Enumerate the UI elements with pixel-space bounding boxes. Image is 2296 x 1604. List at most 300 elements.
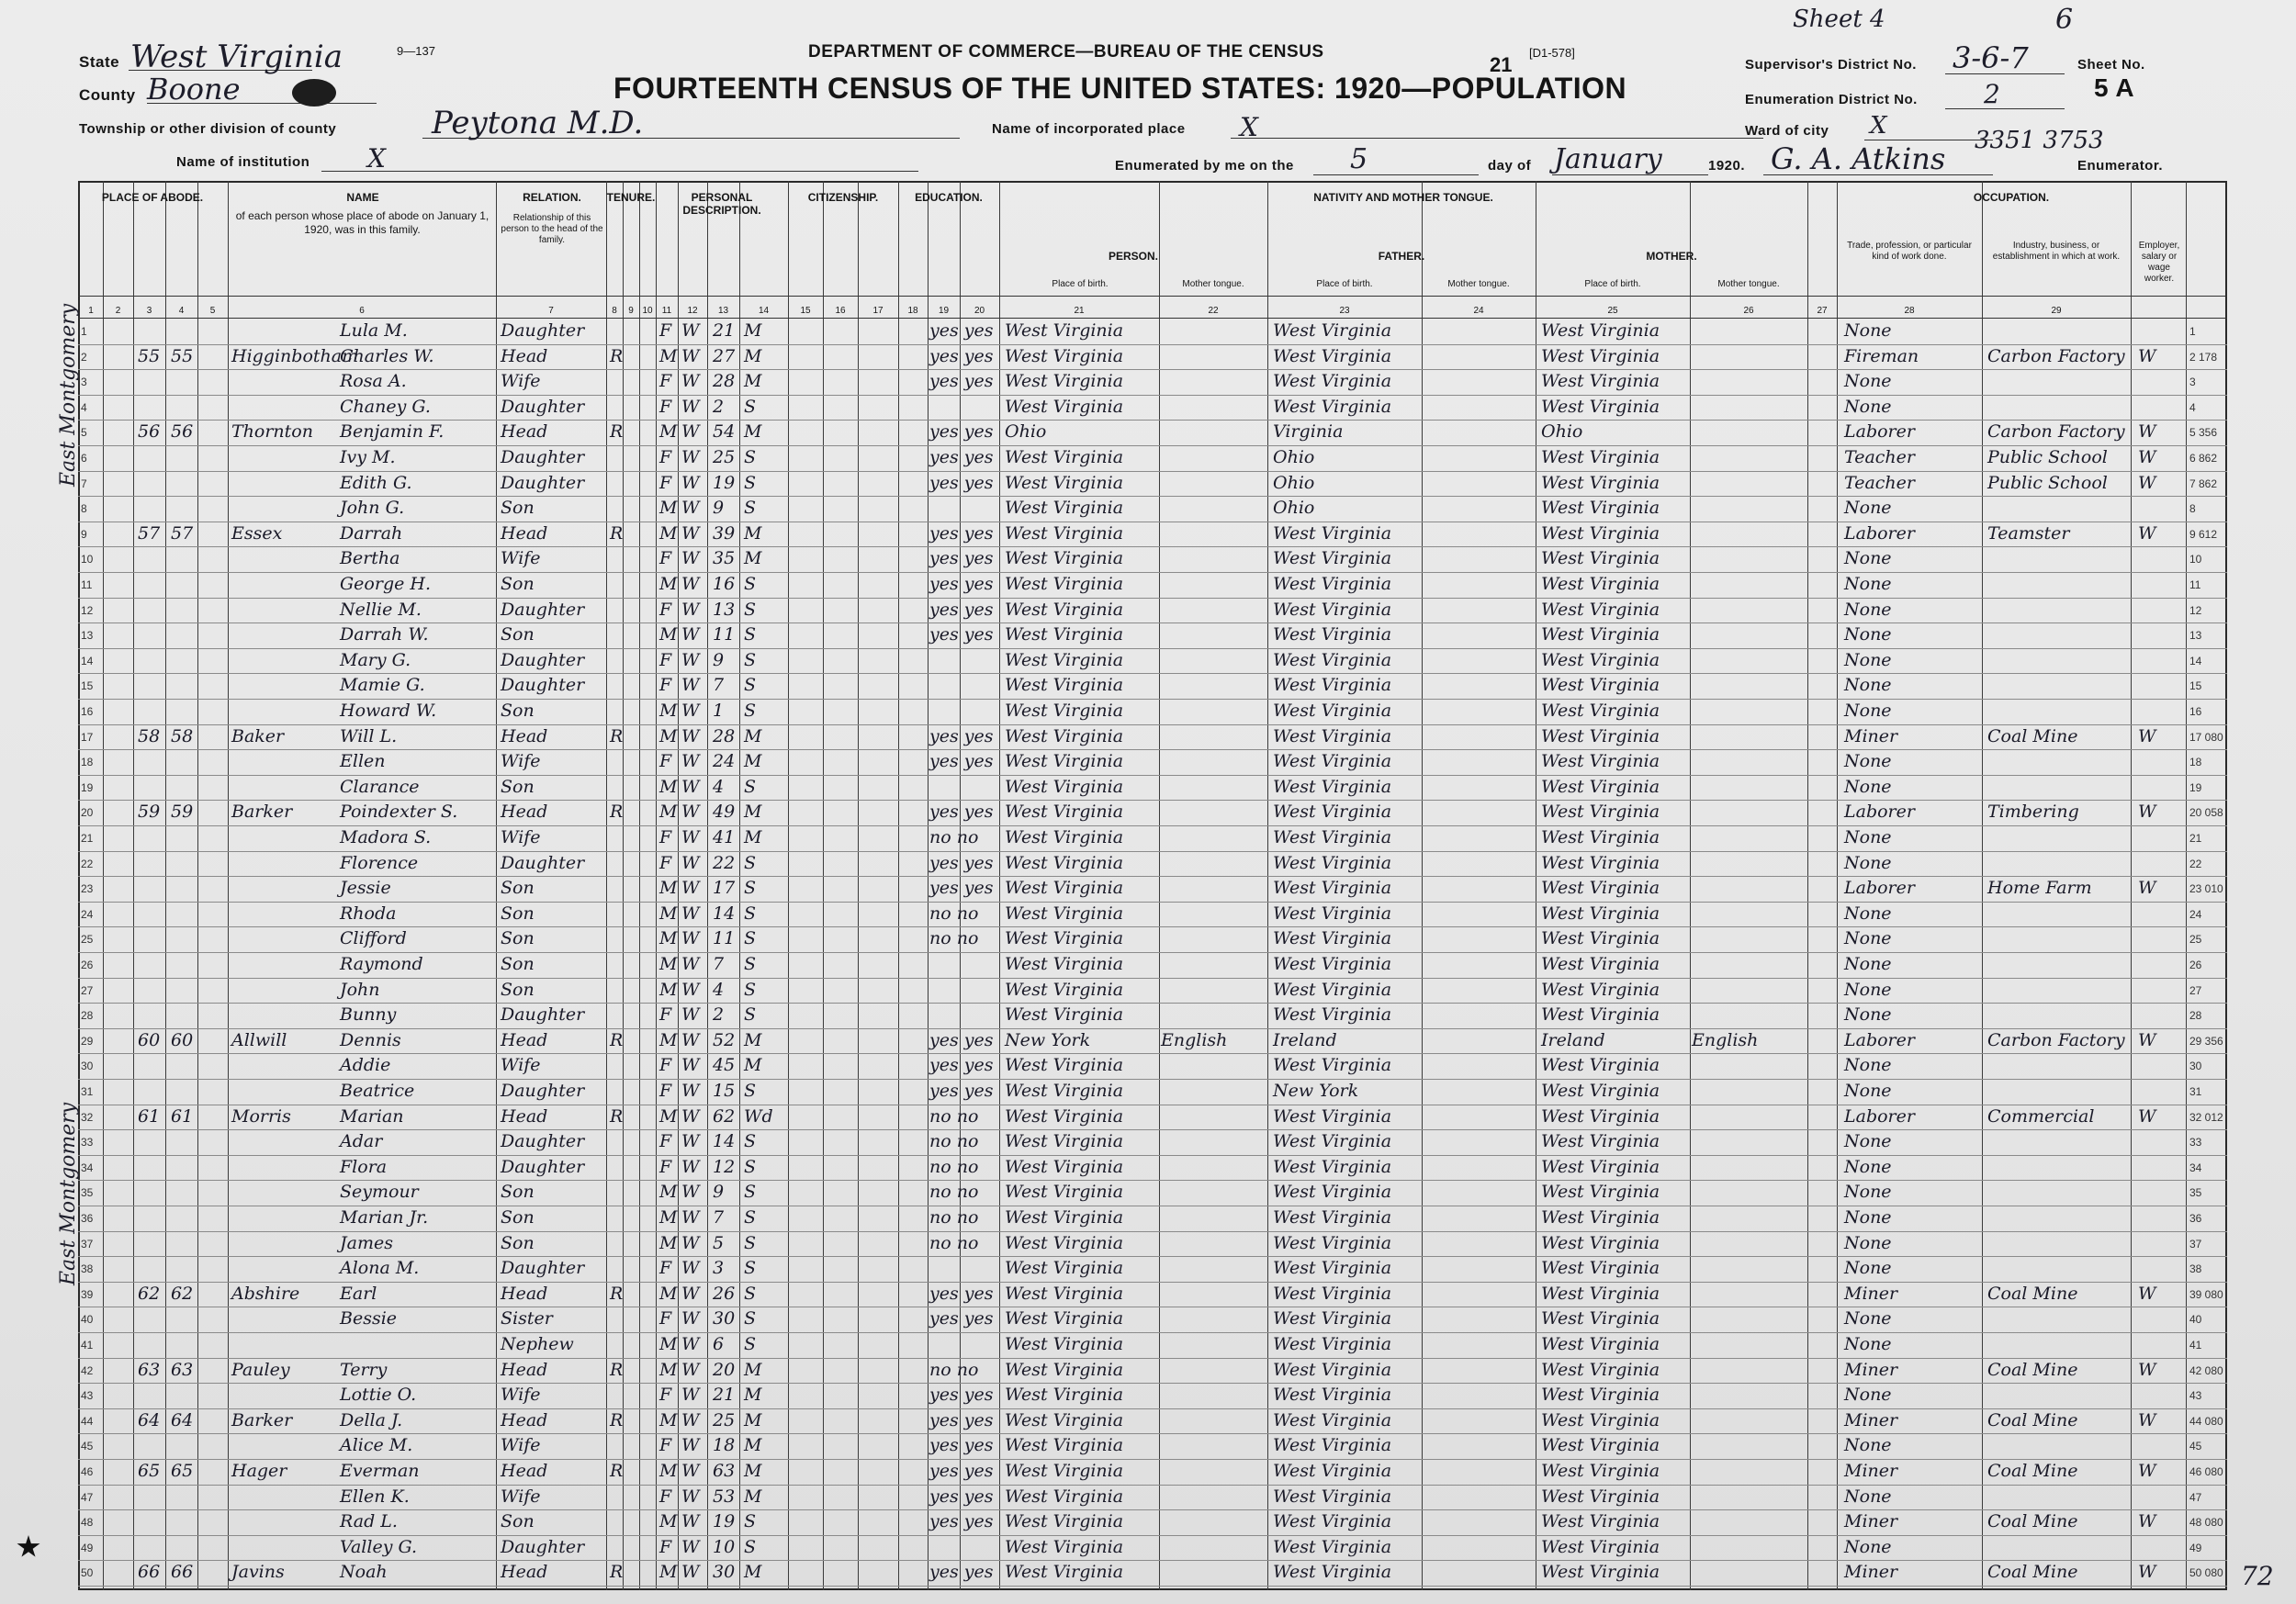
- row-r: 22: [2189, 857, 2202, 870]
- row-sex: F: [659, 649, 672, 670]
- row-race: W: [681, 1105, 700, 1127]
- row-fpob: West Virginia: [1273, 345, 1392, 366]
- row-occ: None: [1844, 396, 1892, 417]
- row-ed: yes yes: [929, 472, 994, 493]
- row-sur: Baker: [231, 725, 285, 746]
- row-sex: M: [659, 345, 678, 366]
- row-mpob: West Virginia: [1541, 954, 1660, 974]
- department-title: DEPARTMENT OF COMMERCE—BUREAU OF THE CENSUS: [808, 42, 1324, 62]
- row-rel: Son: [501, 498, 535, 519]
- row-given: Clifford: [340, 928, 407, 949]
- row-race: W: [681, 522, 700, 544]
- table-row: [78, 546, 2227, 573]
- row-cls: W: [2138, 802, 2156, 823]
- row-race: W: [681, 1004, 700, 1026]
- row-pob: West Virginia: [1005, 701, 1124, 721]
- row-fpob: West Virginia: [1273, 776, 1392, 797]
- row-ms: M: [744, 827, 762, 847]
- row-sex: M: [659, 1511, 678, 1532]
- row-sex: F: [659, 1004, 672, 1026]
- row-occ: None: [1844, 1004, 1892, 1026]
- row-n: 22: [81, 857, 94, 870]
- row-dw: 61: [138, 1105, 161, 1127]
- row-given: Bertha: [340, 548, 400, 569]
- row-occ: Miner: [1844, 1562, 1898, 1583]
- row-n: 29: [81, 1034, 94, 1048]
- row-given: Edith G.: [340, 472, 412, 493]
- row-sur: Barker: [231, 802, 293, 823]
- row-given: Valley G.: [340, 1536, 418, 1557]
- sheet-value: 5 A: [2094, 73, 2135, 102]
- row-mpob: Ireland: [1541, 1029, 1605, 1050]
- row-sex: F: [659, 1536, 672, 1557]
- row-ed: yes yes: [929, 878, 994, 899]
- row-n: 3: [81, 376, 87, 389]
- row-age: 54: [713, 421, 736, 443]
- employer-header: Employer, salary or wage worker.: [2138, 241, 2180, 284]
- row-given: Darrah W.: [340, 624, 429, 645]
- column-number: 15: [800, 306, 811, 316]
- row-sex: F: [659, 371, 672, 392]
- row-age: 9: [713, 1182, 725, 1203]
- row-pob: West Virginia: [1005, 903, 1124, 924]
- table-row: [78, 1560, 2227, 1587]
- row-pob: West Virginia: [1005, 1486, 1124, 1507]
- row-race: W: [681, 928, 700, 949]
- row-r: 11: [2189, 578, 2201, 591]
- row-rel: Wife: [501, 1435, 541, 1456]
- row-pob: West Virginia: [1005, 522, 1124, 544]
- row-age: 14: [713, 903, 736, 924]
- column-number: 10: [642, 306, 653, 316]
- row-rel: Head: [501, 802, 548, 823]
- row-ten: R: [610, 345, 624, 366]
- row-sex: F: [659, 447, 672, 467]
- row-n: 20: [81, 806, 94, 820]
- row-ind: Timbering: [1987, 802, 2079, 823]
- sheet-note: Sheet 4: [1793, 6, 1885, 33]
- row-race: W: [681, 1055, 700, 1076]
- row-age: 2: [713, 1004, 725, 1026]
- row-rel: Daughter: [501, 472, 585, 493]
- table-row: [78, 902, 2227, 928]
- row-fam: 65: [171, 1461, 194, 1481]
- row-race: W: [681, 1029, 700, 1050]
- row-age: 27: [713, 345, 736, 366]
- group-nativity: NATIVITY AND MOTHER TONGUE.: [1313, 191, 1493, 204]
- row-sur: Abshire: [231, 1283, 300, 1304]
- row-n: 35: [81, 1186, 94, 1200]
- row-ed: yes yes: [929, 1308, 994, 1329]
- row-sex: M: [659, 1334, 678, 1354]
- row-r: 27: [2189, 983, 2202, 997]
- row-occ: None: [1844, 1081, 1892, 1101]
- row-sex: F: [659, 1486, 672, 1507]
- row-rel: Daughter: [501, 1156, 585, 1177]
- row-fpob: West Virginia: [1273, 1536, 1392, 1557]
- row-race: W: [681, 1081, 700, 1101]
- sheet-label: Sheet No.: [2077, 57, 2145, 73]
- row-fpob: West Virginia: [1273, 725, 1392, 746]
- row-age: 16: [713, 574, 736, 594]
- row-mpob: West Virginia: [1541, 1435, 1660, 1456]
- row-ms: S: [744, 599, 757, 620]
- row-ten: R: [610, 421, 624, 443]
- enumerated-day: 5: [1350, 143, 1368, 175]
- column-number: 12: [687, 306, 698, 316]
- row-age: 53: [713, 1486, 736, 1507]
- row-rel: Head: [501, 345, 548, 366]
- row-r: 5 356: [2189, 426, 2218, 440]
- row-r: 13: [2189, 629, 2202, 643]
- row-ed: yes yes: [929, 1562, 994, 1583]
- row-mpob: West Virginia: [1541, 1258, 1660, 1279]
- row-r: 9 612: [2189, 527, 2218, 541]
- row-cls: W: [2138, 1511, 2156, 1532]
- row-fpob: Ohio: [1273, 472, 1315, 493]
- row-fam: 60: [171, 1029, 194, 1050]
- row-sex: M: [659, 574, 678, 594]
- row-r: 47: [2189, 1490, 2202, 1504]
- column-number: 11: [661, 306, 672, 316]
- row-race: W: [681, 878, 700, 899]
- row-n: 34: [81, 1161, 94, 1174]
- row-rel: Wife: [501, 1385, 541, 1406]
- row-ind: Coal Mine: [1987, 1283, 2078, 1304]
- row-fam: 59: [171, 802, 194, 823]
- corner-number: 6: [2055, 4, 2074, 36]
- row-race: W: [681, 1536, 700, 1557]
- row-pob: West Virginia: [1005, 776, 1124, 797]
- row-given: Howard W.: [340, 701, 437, 721]
- row-n: 18: [81, 756, 94, 769]
- row-occ: Teacher: [1844, 447, 1915, 467]
- table-row: [78, 1206, 2227, 1232]
- row-age: 7: [713, 954, 725, 974]
- table-row: [78, 1433, 2227, 1460]
- row-ms: M: [744, 1029, 762, 1050]
- row-rel: Son: [501, 776, 535, 797]
- row-given: Madora S.: [340, 827, 432, 847]
- table-row: [78, 1282, 2227, 1308]
- row-given: Addie: [340, 1055, 391, 1076]
- row-race: W: [681, 1435, 700, 1456]
- row-sur: Javins: [231, 1562, 285, 1583]
- row-sex: M: [659, 624, 678, 645]
- row-rel: Daughter: [501, 320, 585, 341]
- row-given: Marian Jr.: [340, 1207, 429, 1228]
- row-mpob: West Virginia: [1541, 574, 1660, 594]
- row-n: 11: [81, 578, 93, 591]
- footer-number: 72: [2241, 1561, 2274, 1591]
- row-pob: Ohio: [1005, 421, 1047, 443]
- row-given: Rad L.: [340, 1511, 398, 1532]
- row-pob: West Virginia: [1005, 649, 1124, 670]
- row-n: 42: [81, 1363, 94, 1377]
- row-fpob: West Virginia: [1273, 396, 1392, 417]
- row-rel: Daughter: [501, 649, 585, 670]
- row-ten: R: [610, 725, 624, 746]
- county-value: Boone: [147, 72, 241, 107]
- row-fpob: West Virginia: [1273, 979, 1392, 1000]
- row-given: James: [340, 1232, 393, 1253]
- row-age: 20: [713, 1359, 736, 1380]
- row-fpob: West Virginia: [1273, 548, 1392, 569]
- row-occ: None: [1844, 574, 1892, 594]
- row-ed: yes yes: [929, 1511, 994, 1532]
- row-pob: West Virginia: [1005, 928, 1124, 949]
- row-fpob: West Virginia: [1273, 1486, 1392, 1507]
- row-occ: None: [1844, 1258, 1892, 1279]
- group-tenure: TENURE.: [606, 191, 656, 204]
- row-ten: R: [610, 802, 624, 823]
- row-sex: F: [659, 1081, 672, 1101]
- row-ms: S: [744, 954, 757, 974]
- row-ms: S: [744, 1258, 757, 1279]
- row-age: 26: [713, 1283, 736, 1304]
- row-ms: M: [744, 1461, 762, 1481]
- margin-note-east-montgomery: East Montgomery: [57, 303, 80, 487]
- row-fpob: West Virginia: [1273, 1258, 1392, 1279]
- row-rel: Head: [501, 725, 548, 746]
- row-cls: W: [2138, 447, 2156, 467]
- group-relation: RELATION.: [523, 191, 581, 204]
- row-sex: F: [659, 396, 672, 417]
- row-n: 33: [81, 1136, 94, 1150]
- table-row: [78, 1053, 2227, 1080]
- row-occ: None: [1844, 954, 1892, 974]
- row-sex: M: [659, 1232, 678, 1253]
- row-sex: M: [659, 903, 678, 924]
- row-sex: F: [659, 1308, 672, 1329]
- row-given: John: [340, 979, 380, 1000]
- row-r: 20 058: [2189, 806, 2223, 820]
- row-dw: 55: [138, 345, 161, 366]
- row-occ: Miner: [1844, 1461, 1898, 1481]
- row-pob: West Virginia: [1005, 345, 1124, 366]
- row-ind: Carbon Factory: [1987, 421, 2125, 443]
- table-row: [78, 572, 2227, 599]
- row-n: 32: [81, 1110, 94, 1124]
- row-n: 17: [81, 730, 94, 744]
- row-mpob: West Virginia: [1541, 701, 1660, 721]
- row-ind: Coal Mine: [1987, 1359, 2078, 1380]
- row-race: W: [681, 320, 700, 341]
- row-given: Everman: [340, 1461, 420, 1481]
- row-r: 28: [2189, 1009, 2202, 1023]
- row-mpob: Ohio: [1541, 421, 1583, 443]
- row-rel: Son: [501, 1182, 535, 1203]
- row-given: Marian: [340, 1105, 404, 1127]
- row-dw: 59: [138, 802, 161, 823]
- row-occ: None: [1844, 1334, 1892, 1354]
- row-pob: West Virginia: [1005, 1334, 1124, 1354]
- table-row: [78, 926, 2227, 953]
- row-r: 4: [2189, 400, 2196, 414]
- row-cls: W: [2138, 345, 2156, 366]
- row-ed: no no: [929, 1232, 979, 1253]
- column-number: 16: [835, 306, 846, 316]
- enumerated-year: 1920.: [1708, 158, 1746, 174]
- table-row: [78, 1256, 2227, 1283]
- row-fpob: West Virginia: [1273, 1435, 1392, 1456]
- row-dw: 56: [138, 421, 161, 443]
- row-rel: Head: [501, 1105, 548, 1127]
- table-row: [78, 1535, 2227, 1562]
- row-race: W: [681, 1156, 700, 1177]
- father-pob-header: Place of birth.: [1316, 279, 1373, 289]
- row-given: Rhoda: [340, 903, 397, 924]
- row-rel: Son: [501, 979, 535, 1000]
- row-n: 16: [81, 705, 94, 718]
- row-ind: Coal Mine: [1987, 725, 2078, 746]
- row-occ: None: [1844, 928, 1892, 949]
- row-ms: S: [744, 928, 757, 949]
- row-sex: M: [659, 776, 678, 797]
- column-number: 20: [974, 306, 985, 316]
- row-ms: M: [744, 725, 762, 746]
- row-cls: W: [2138, 1562, 2156, 1583]
- row-ed: yes yes: [929, 320, 994, 341]
- row-ms: S: [744, 1511, 757, 1532]
- row-sex: F: [659, 827, 672, 847]
- table-row: [78, 369, 2227, 396]
- row-occ: Teacher: [1844, 472, 1915, 493]
- row-given: Benjamin F.: [340, 421, 445, 443]
- table-row: [78, 1105, 2227, 1131]
- row-fpob: Virginia: [1273, 421, 1344, 443]
- row-fam: 55: [171, 345, 194, 366]
- row-occ: None: [1844, 320, 1892, 341]
- row-occ: None: [1844, 1435, 1892, 1456]
- ward-value: X: [1870, 112, 1887, 140]
- row-ms: M: [744, 345, 762, 366]
- row-ms: S: [744, 1081, 757, 1101]
- row-n: 28: [81, 1009, 94, 1023]
- row-ftong: English: [1161, 1029, 1228, 1050]
- row-rel: Wife: [501, 827, 541, 847]
- row-r: 2 178: [2189, 350, 2218, 364]
- row-occ: None: [1844, 751, 1892, 772]
- table-row: [78, 1307, 2227, 1333]
- row-ed: no no: [929, 1182, 979, 1203]
- row-race: W: [681, 954, 700, 974]
- table-row: [78, 395, 2227, 421]
- row-ms: Wd: [744, 1105, 773, 1127]
- row-ms: M: [744, 320, 762, 341]
- row-occ: Miner: [1844, 1283, 1898, 1304]
- row-dw: 60: [138, 1029, 161, 1050]
- row-pob: West Virginia: [1005, 1536, 1124, 1557]
- row-n: 21: [81, 832, 94, 845]
- table-row: [78, 1079, 2227, 1105]
- county-label: County: [79, 86, 136, 104]
- table-row: [78, 1485, 2227, 1511]
- row-race: W: [681, 1409, 700, 1430]
- row-fam: 64: [171, 1409, 194, 1430]
- row-given: Bunny: [340, 1004, 397, 1026]
- row-ms: S: [744, 574, 757, 594]
- row-pob: West Virginia: [1005, 1081, 1124, 1101]
- row-n: 27: [81, 983, 94, 997]
- row-n: 24: [81, 907, 94, 921]
- row-occ: None: [1844, 1131, 1892, 1152]
- row-ms: S: [744, 498, 757, 519]
- row-occ: None: [1844, 548, 1892, 569]
- row-ms: S: [744, 1131, 757, 1152]
- row-ten: R: [610, 1409, 624, 1430]
- row-rel: Daughter: [501, 675, 585, 696]
- row-age: 13: [713, 599, 736, 620]
- row-occ: Miner: [1844, 725, 1898, 746]
- row-age: 7: [713, 675, 725, 696]
- row-r: 49: [2189, 1541, 2202, 1554]
- column-number: 7: [548, 306, 554, 316]
- row-sur: Higginbotham: [231, 345, 359, 366]
- row-mtong: English: [1692, 1029, 1759, 1050]
- row-n: 2: [81, 350, 87, 364]
- row-r: 36: [2189, 1212, 2202, 1225]
- table-row: [78, 724, 2227, 751]
- group-citizenship: CITIZENSHIP.: [807, 191, 879, 204]
- row-fpob: West Virginia: [1273, 1131, 1392, 1152]
- row-dw: 58: [138, 725, 161, 746]
- row-ed: yes yes: [929, 802, 994, 823]
- row-age: 25: [713, 1409, 736, 1430]
- row-ed: yes yes: [929, 447, 994, 467]
- column-number: 3: [146, 306, 152, 316]
- row-given: Rosa A.: [340, 371, 407, 392]
- column-number: 5: [209, 306, 216, 316]
- group-person: PERSON.: [1108, 250, 1158, 263]
- row-given: Chaney G.: [340, 396, 431, 417]
- row-n: 44: [81, 1414, 94, 1428]
- row-age: 35: [713, 548, 736, 569]
- row-given: Flora: [340, 1156, 388, 1177]
- row-dw: 65: [138, 1461, 161, 1481]
- row-ed: yes yes: [929, 599, 994, 620]
- row-sex: F: [659, 1258, 672, 1279]
- row-mpob: West Virginia: [1541, 827, 1660, 847]
- row-r: 35: [2189, 1186, 2202, 1200]
- row-mpob: West Virginia: [1541, 1536, 1660, 1557]
- row-pob: West Virginia: [1005, 979, 1124, 1000]
- row-fpob: West Virginia: [1273, 1283, 1392, 1304]
- row-mpob: West Virginia: [1541, 1131, 1660, 1152]
- row-r: 34: [2189, 1161, 2202, 1174]
- row-pob: West Virginia: [1005, 1461, 1124, 1481]
- table-row: [78, 876, 2227, 903]
- row-age: 28: [713, 725, 736, 746]
- row-ed: no no: [929, 1131, 979, 1152]
- row-ed: no no: [929, 903, 979, 924]
- industry-header: Industry, business, or establishment in which at work.: [1992, 241, 2121, 262]
- row-pob: West Virginia: [1005, 599, 1124, 620]
- row-ms: S: [744, 1182, 757, 1203]
- row-ed: no no: [929, 1207, 979, 1228]
- row-mpob: West Virginia: [1541, 345, 1660, 366]
- row-occ: None: [1844, 979, 1892, 1000]
- row-occ: None: [1844, 1156, 1892, 1177]
- row-r: 12: [2189, 603, 2202, 617]
- row-age: 2: [713, 396, 725, 417]
- row-fpob: West Virginia: [1273, 1461, 1392, 1481]
- row-mpob: West Virginia: [1541, 776, 1660, 797]
- row-rel: Son: [501, 1207, 535, 1228]
- row-r: 7 862: [2189, 477, 2218, 490]
- enumerator-label: Enumerator.: [2077, 158, 2164, 174]
- row-ms: M: [744, 1486, 762, 1507]
